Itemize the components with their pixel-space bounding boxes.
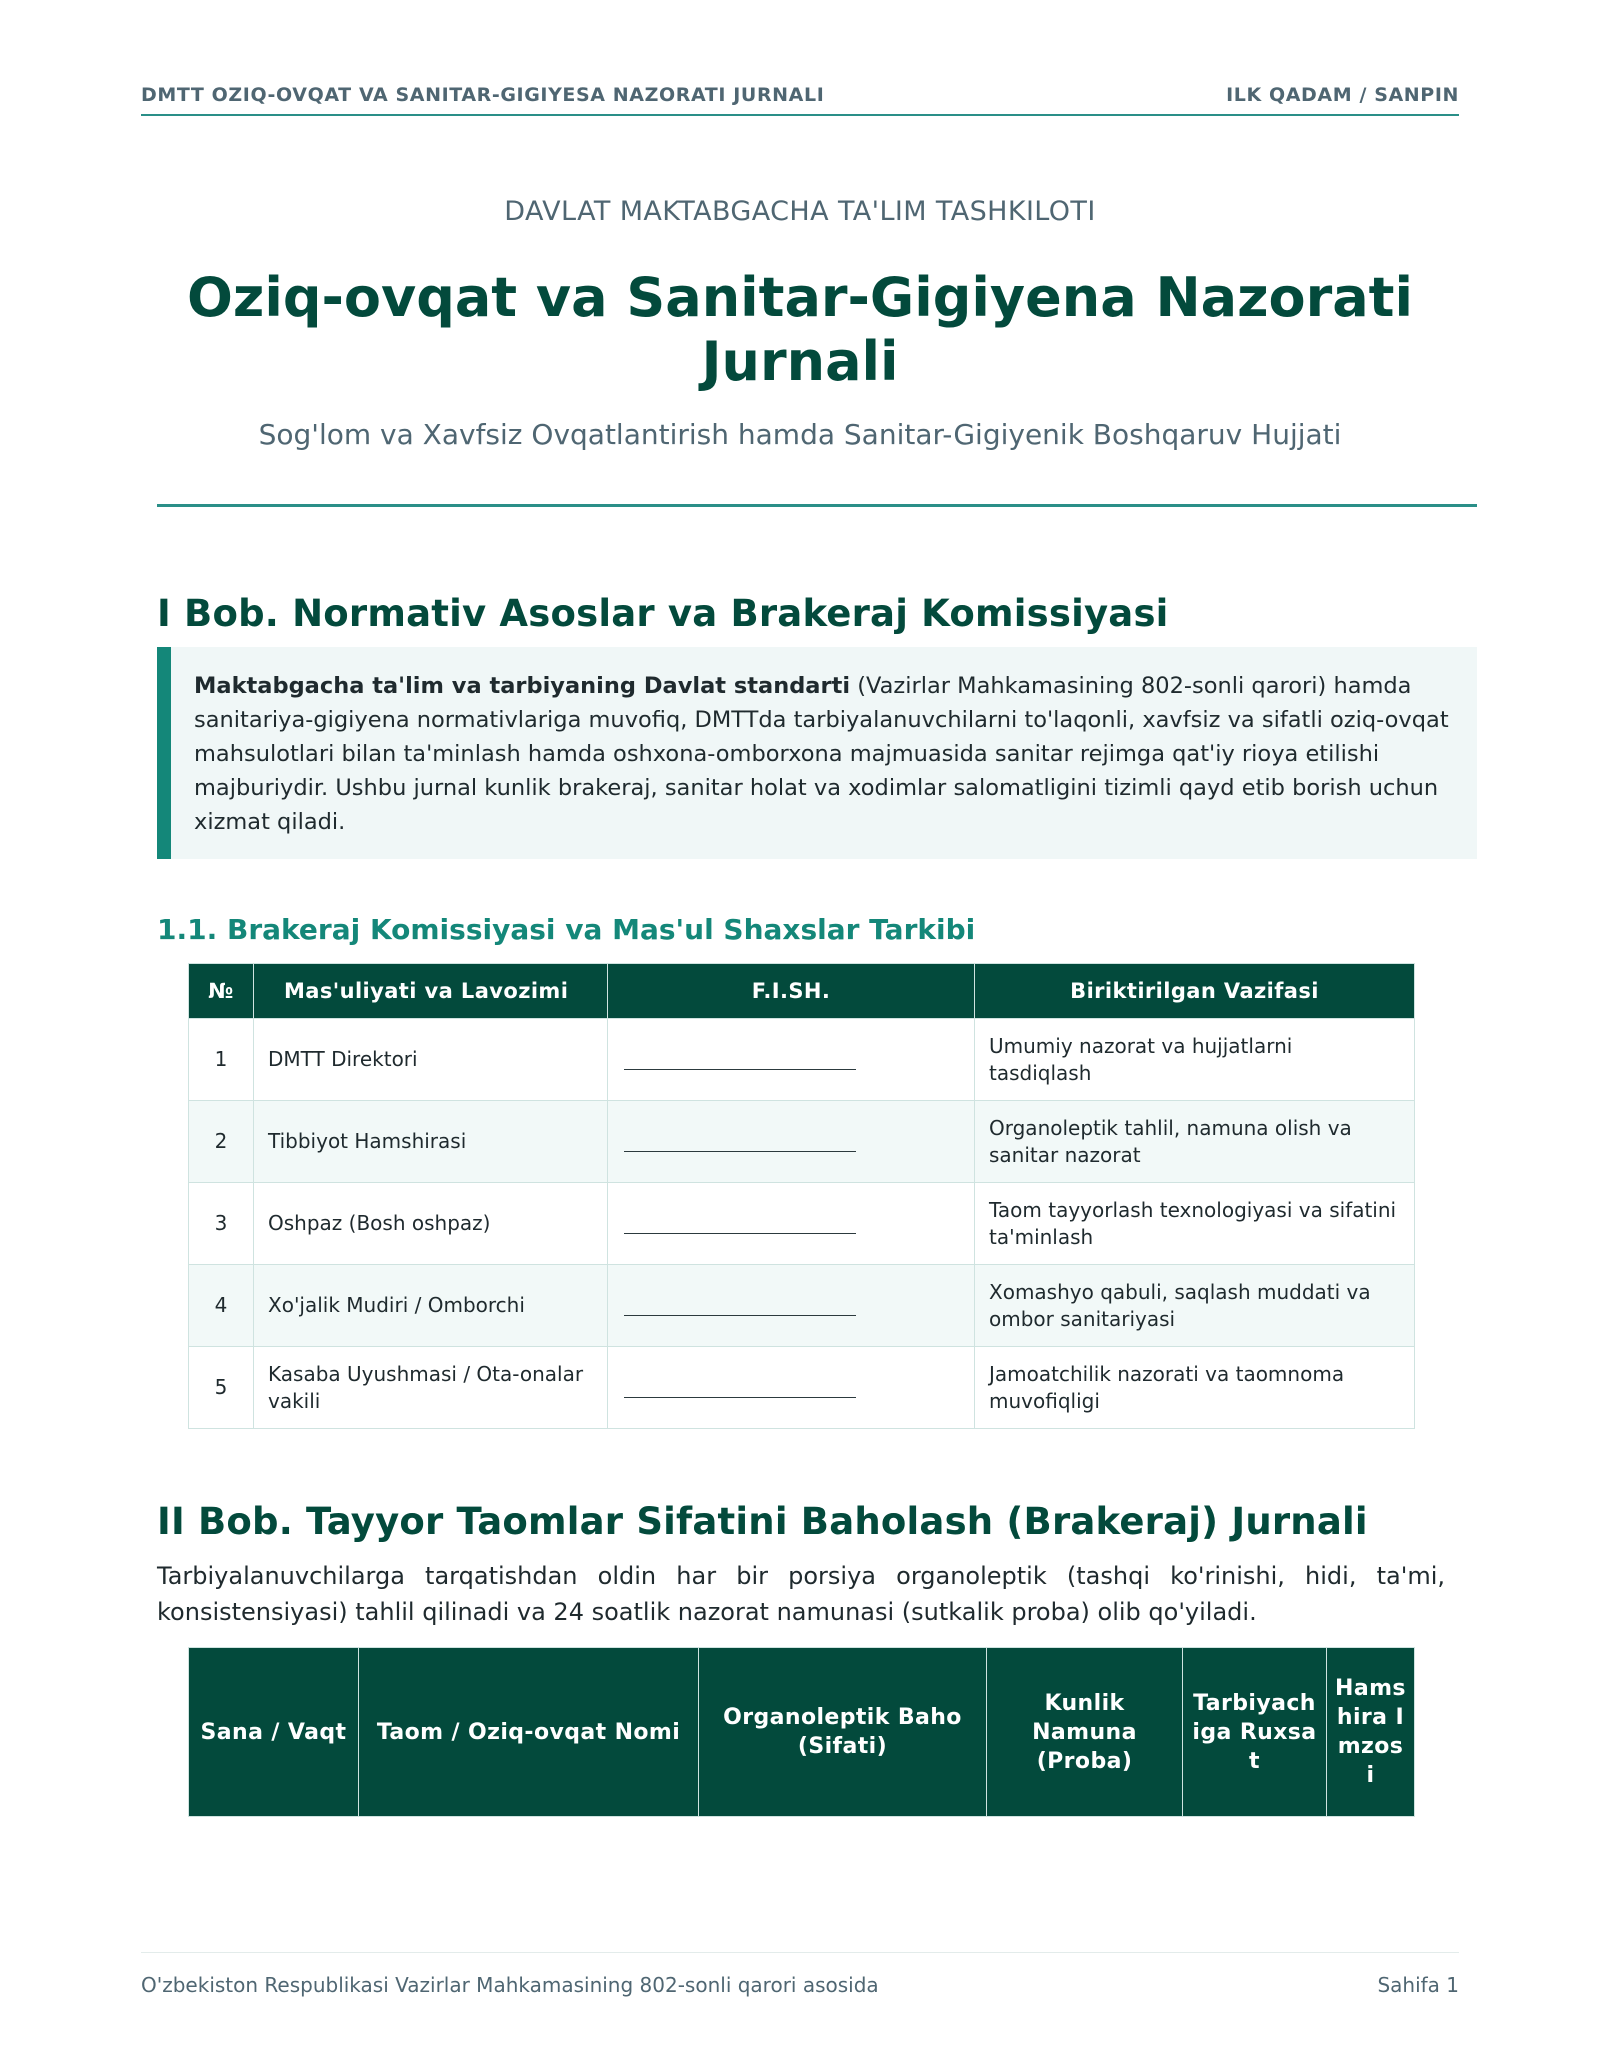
row-duty: Organoleptik tahlil, namuna olish va sanitar nazorat — [975, 1101, 1415, 1183]
page-number: Sahifa 1 — [1377, 1973, 1459, 1997]
organization-name: DAVLAT MAKTABGACHA TA'LIM TASHKILOTI — [504, 196, 1096, 227]
chapter-1-heading: I Bob. Normativ Asoslar va Brakeraj Komissiyasi — [157, 592, 1169, 635]
row-duty: Umumiy nazorat va hujjatlarni tasdiqlash — [975, 1019, 1415, 1101]
column-header-number: № — [189, 964, 254, 1019]
name-signature-cell — [608, 1019, 975, 1101]
document-subtitle: Sog'lom va Xavfsiz Ovqatlantirish hamda Sanitar-Gigiyenik Boshqaruv Hujjati — [258, 418, 1342, 451]
name-signature-cell — [608, 1101, 975, 1183]
table-row — [189, 1101, 1415, 1183]
name-signature-line[interactable] — [624, 1213, 856, 1234]
row-position: Xo'jalik Mudiri / Omborchi — [254, 1265, 608, 1347]
column-header-date-time: Sana / Vaqt — [189, 1648, 359, 1817]
column-header-full-name: F.I.SH. — [608, 964, 975, 1019]
name-signature-line[interactable] — [624, 1131, 856, 1152]
column-header-nurse-signature: Hamshira Imzosi — [1327, 1648, 1415, 1817]
standard-name: Maktabgacha ta'lim va tarbiyaning Davlat standarti — [194, 673, 851, 699]
name-signature-line[interactable] — [624, 1295, 856, 1316]
footer-legal-basis: O'zbekiston Respublikasi Vazirlar Mahkamasining 802-sonli qarori asosida — [141, 1973, 879, 1997]
header-series-label: ILK QADAM / SANPIN — [1226, 84, 1459, 106]
row-duty: Xomashyo qabuli, saqlash muddati va ombor sanitariyasi — [975, 1265, 1415, 1347]
table-header-row — [189, 1648, 1415, 1817]
table-header-row — [189, 964, 1415, 1019]
row-position: Oshpaz (Bosh oshpaz) — [254, 1183, 608, 1265]
callout-text: (Vazirlar Mahkamasining 802-sonli qarori) hamda sanitariya-gigiyena normativlariga muvofiq, DMTTda tarbiyalanuvchilarni to'laqonli, xavfsiz va sifatli oziq-ovqat mahsulotlari bilan ta'minlash hamda oshxona-omborxona majmuasida sanitar rejimga qat'iy rioya etilishi majburiydir. Ushbu jurnal kunlik brakeraj, sanitar holat va xodimlar salomatligini tizimli qayd etib borish uchun xizmat qiladi. — [194, 673, 1449, 835]
row-number: 5 — [189, 1347, 254, 1429]
column-header-dish-name: Taom / Oziq-ovqat Nomi — [359, 1648, 699, 1817]
table-row — [189, 1347, 1415, 1429]
row-duty: Taom tayyorlash texnologiyasi va sifatini ta'minlash — [975, 1183, 1415, 1265]
table-row — [189, 1265, 1415, 1347]
brakeraj-journal-table — [188, 1647, 1415, 1817]
name-signature-line[interactable] — [624, 1049, 856, 1070]
name-signature-cell — [608, 1347, 975, 1429]
column-header-organoleptic-score: Organoleptik Baho (Sifati) — [699, 1648, 987, 1817]
name-signature-line[interactable] — [624, 1377, 856, 1398]
brakeraj-intro-paragraph: Tarbiyalanuvchilarga tarqatishdan oldin har bir porsiya organoleptik (tashqi ko'rinishi, hidi, ta'mi, konsistensiyasi) tahlil qilinadi va 24 soatlik nazorat namunasi (sutkalik proba) olib qo'yiladi. — [157, 1562, 1445, 1626]
chapter-2-heading: II Bob. Tayyor Taomlar Sifatini Baholash (Brakeraj) Jurnali — [157, 1500, 1368, 1543]
name-signature-cell — [608, 1183, 975, 1265]
row-number: 4 — [189, 1265, 254, 1347]
running-footer — [141, 1952, 1459, 1997]
table-row — [189, 1183, 1415, 1265]
header-journal-title: DMTT OZIQ-OVQAT VA SANITAR-GIGIYESA NAZORATI JURNALI — [141, 84, 825, 106]
column-header-daily-sample: Kunlik Namuna (Proba) — [987, 1648, 1183, 1817]
row-position: DMTT Direktori — [254, 1019, 608, 1101]
row-position: Kasaba Uyushmasi / Ota-onalar vakili — [254, 1347, 608, 1429]
running-header — [141, 84, 1459, 116]
row-number: 3 — [189, 1183, 254, 1265]
row-number: 1 — [189, 1019, 254, 1101]
column-header-duty: Biriktirilgan Vazifasi — [975, 964, 1415, 1019]
column-header-position: Mas'uliyati va Lavozimi — [254, 964, 608, 1019]
column-header-teacher-permission: Tarbiyachiga Ruxsat — [1183, 1648, 1327, 1817]
commission-table — [188, 963, 1415, 1429]
row-duty: Jamoatchilik nazorati va taomnoma muvofiqligi — [975, 1347, 1415, 1429]
table-row — [189, 1019, 1415, 1101]
name-signature-cell — [608, 1265, 975, 1347]
normative-basis-callout — [157, 647, 1477, 859]
row-number: 2 — [189, 1101, 254, 1183]
document-title: Oziq-ovqat va Sanitar-Gigiyena Nazorati Jurnali — [187, 266, 1413, 393]
row-position: Tibbiyot Hamshirasi — [254, 1101, 608, 1183]
title-divider — [157, 504, 1477, 507]
commission-subsection-heading: 1.1. Brakeraj Komissiyasi va Mas'ul Shaxslar Tarkibi — [157, 913, 976, 946]
